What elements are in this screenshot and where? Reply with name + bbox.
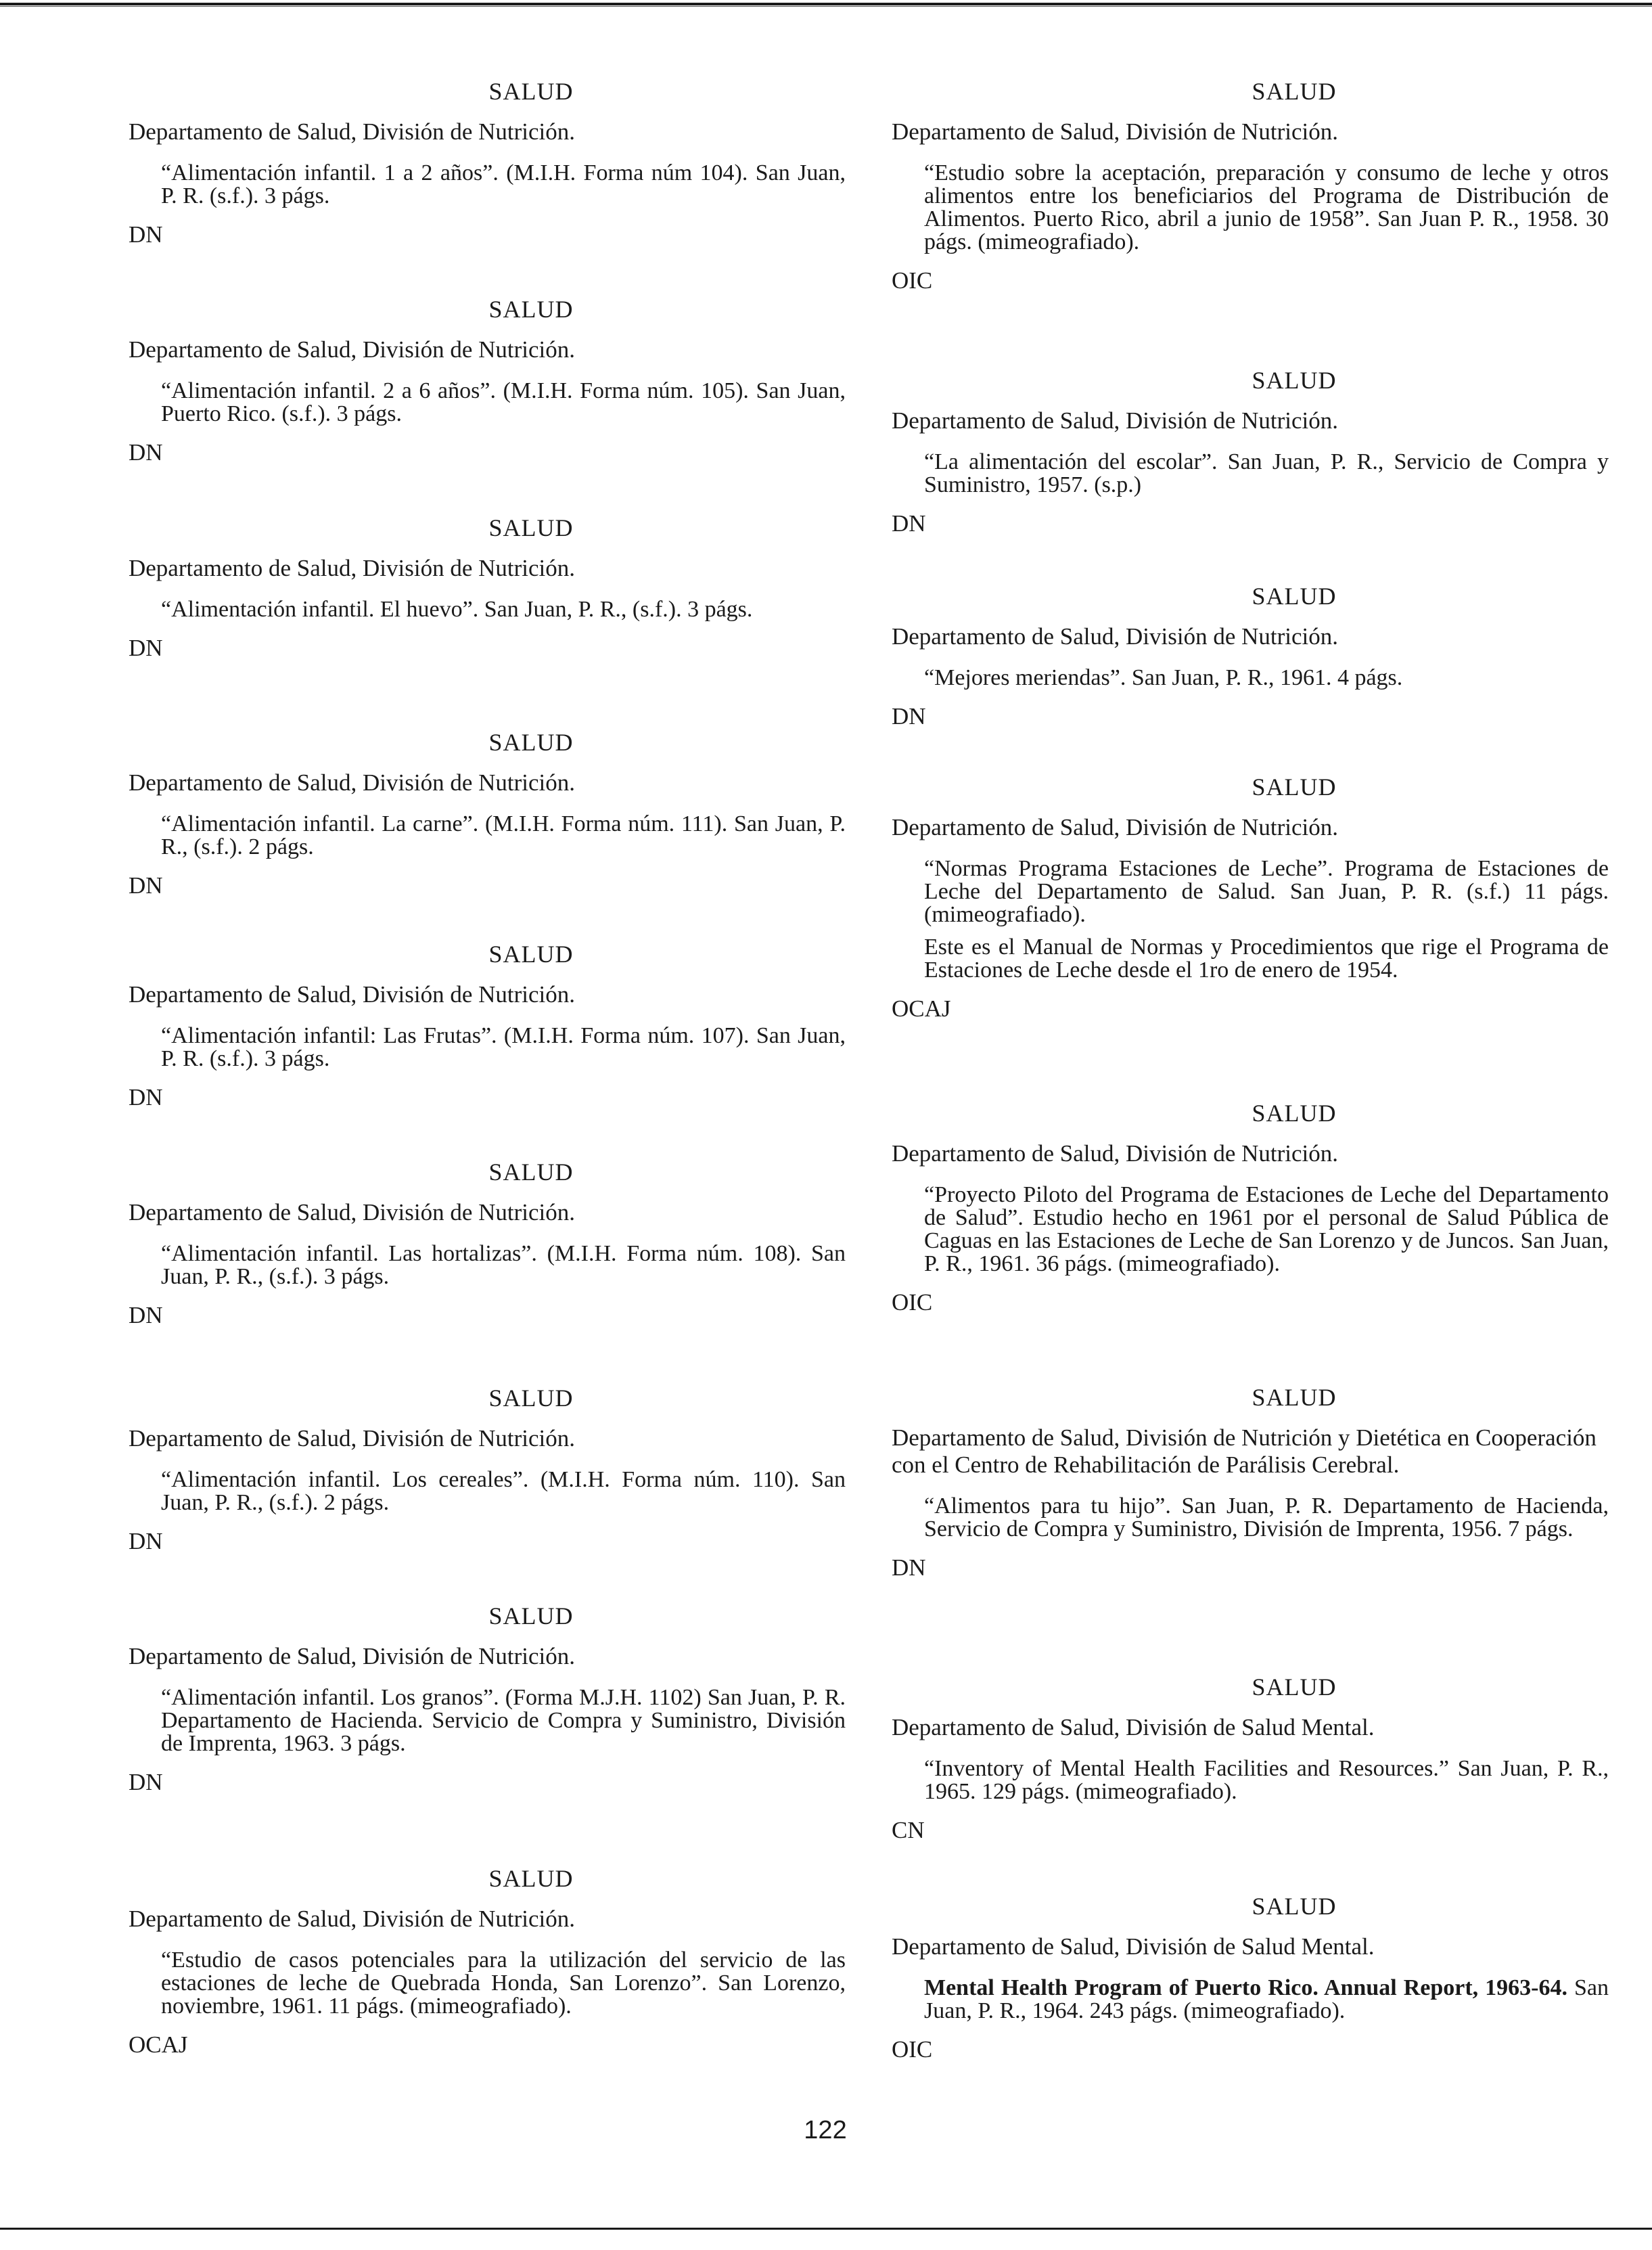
bibliography-entry xyxy=(129,941,846,1111)
entry-author: Departamento de Salud, División de Nutrición. xyxy=(892,1140,1338,1167)
entry-location-code: DN xyxy=(129,221,163,248)
entry-title: “Alimentación infantil. Los cereales”. (M.I.H. Forma núm. 110). San Juan, P. R., (s.f.). 2 págs. xyxy=(161,1467,846,1515)
entry-location-code: DN xyxy=(129,872,163,899)
bibliography-entry xyxy=(892,583,1609,730)
entry-heading: SALUD xyxy=(1252,367,1337,394)
entry-title: “Alimentación infantil. 1 a 2 años”. (M.I.H. Forma núm 104). San Juan, P. R. (s.f.). 3 págs. xyxy=(161,160,846,208)
entry-title-bold: Mental Health Program of Puerto Rico. Annual Report, 1963-64. xyxy=(924,1975,1567,2000)
entry-title: “Estudio de casos potenciales para la utilización del servicio de las estaciones de leche de Quebrada Honda, San Lorenzo”. San Lorenzo, noviembre, 1961. 11 págs. (mimeografiado). xyxy=(161,1948,846,2019)
entry-author: Departamento de Salud, División de Nutrición. xyxy=(129,769,575,796)
entry-location-code: OIC xyxy=(892,267,933,294)
entry-heading: SALUD xyxy=(1252,78,1337,105)
entry-title: “Estudio sobre la aceptación, preparación y consumo de leche y otros alimentos entre los beneficiarios del Programa de Distribución de Alimentos. Puerto Rico, abril a junio de 1958”. San Juan P. R., 1958. 30 págs. (mimeografiado). xyxy=(924,160,1609,254)
entry-author: Departamento de Salud, División de Salud Mental. xyxy=(892,1714,1375,1740)
bibliography-entry xyxy=(129,1385,846,1555)
entry-author: Departamento de Salud, División de Nutrición. xyxy=(129,1643,575,1669)
entry-title: “Proyecto Piloto del Programa de Estaciones de Leche del Departamento de Salud”. Estudio hecho en 1961 por el personal de Salud Pública de Caguas en las Estaciones de Leche de San Lorenzo y de Juncos. San Juan, P. R., 1961. 36 págs. (mimeografiado). xyxy=(924,1182,1609,1276)
entry-author: Departamento de Salud, División de Nutrición. xyxy=(129,981,575,1008)
entry-author: Departamento de Salud, División de Nutrición. xyxy=(129,1199,575,1225)
entry-location-code: DN xyxy=(129,1528,163,1554)
entry-note: Este es el Manual de Normas y Procedimientos que rige el Programa de Estaciones de Leche desde el 1ro de enero de 1954. xyxy=(924,935,1609,983)
entry-title: “Alimentos para tu hijo”. San Juan, P. R. Departamento de Hacienda, Servicio de Compra y Suministro, División de Imprenta, 1956. 7 págs. xyxy=(924,1493,1609,1542)
entry-title: “La alimentación del escolar”. San Juan, P. R., Servicio de Compra y Suministro, 1957. (s.p.) xyxy=(924,449,1609,497)
top-border xyxy=(0,3,1652,5)
bibliography-entry xyxy=(129,514,846,662)
bibliography-entry xyxy=(892,773,1609,1022)
entry-heading: SALUD xyxy=(1252,773,1337,801)
bibliography-entry xyxy=(129,1865,846,2058)
entry-heading: SALUD xyxy=(1252,583,1337,610)
entry-heading: SALUD xyxy=(1252,1673,1337,1701)
entry-heading: SALUD xyxy=(1252,1893,1337,1920)
entry-location-code: OIC xyxy=(892,1289,933,1315)
entry-location-code: DN xyxy=(892,703,926,729)
bibliography-entry xyxy=(129,296,846,466)
entry-heading: SALUD xyxy=(488,514,574,541)
entry-heading: SALUD xyxy=(488,1865,574,1892)
bibliography-entry xyxy=(129,78,846,248)
entry-heading: SALUD xyxy=(488,296,574,323)
bottom-border xyxy=(0,2228,1652,2230)
entry-title: “Alimentación infantil. El huevo”. San Juan, P. R., (s.f.). 3 págs. xyxy=(161,597,753,622)
bibliography-entry xyxy=(892,1673,1609,1844)
entry-location-code: DN xyxy=(129,635,163,661)
entry-location-code: OCAJ xyxy=(892,995,951,1022)
entry-title xyxy=(892,1977,1609,2023)
entry-author: Departamento de Salud, División de Nutrición. xyxy=(892,814,1338,840)
entry-author: Departamento de Salud, División de Nutrición. xyxy=(129,1906,575,1932)
bibliography-entry xyxy=(892,1100,1609,1316)
entry-title: “Alimentación infantil: Las Frutas”. (M.I.H. Forma núm. 107). San Juan, P. R. (s.f.). 3 págs. xyxy=(161,1023,846,1071)
bibliography-entry xyxy=(129,1158,846,1329)
entry-heading: SALUD xyxy=(488,78,574,105)
bibliography-entry xyxy=(892,78,1609,294)
entry-author: Departamento de Salud, División de Nutrición. xyxy=(129,336,575,363)
entry-heading: SALUD xyxy=(488,941,574,968)
entry-author: Departamento de Salud, División de Nutrición. xyxy=(129,1425,575,1452)
entry-author: Departamento de Salud, División de Nutrición. xyxy=(129,118,575,145)
entry-author: Departamento de Salud, División de Nutrición y Dietética en Cooperación con el Centro de Rehabilitación de Parálisis Cerebral. xyxy=(892,1424,1597,1478)
bibliography-entry xyxy=(129,1602,846,1796)
entry-title: “Normas Programa Estaciones de Leche”. Programa de Estaciones de Leche del Departamento de Salud. San Juan, P. R. (s.f.) 11 págs. (mimeografiado). xyxy=(924,856,1609,927)
entry-title: “Alimentación infantil. La carne”. (M.I.H. Forma núm. 111). San Juan, P. R., (s.f.). 2 págs. xyxy=(161,811,846,859)
entry-location-code: DN xyxy=(129,1769,163,1795)
entry-location-code: OCAJ xyxy=(129,2031,188,2058)
entry-heading: SALUD xyxy=(1252,1100,1337,1127)
entry-location-code: DN xyxy=(129,1084,163,1110)
entry-heading: SALUD xyxy=(488,1385,574,1412)
entry-location-code: DN xyxy=(129,1302,163,1328)
entry-title: “Alimentación infantil. 2 a 6 años”. (M.I.H. Forma núm. 105). San Juan, Puerto Rico. (s.f.). 3 págs. xyxy=(161,378,846,426)
bibliography-entry xyxy=(892,1384,1609,1581)
bibliography-entry xyxy=(892,367,1609,537)
entry-author: Departamento de Salud, División de Nutrición. xyxy=(892,623,1338,650)
entry-title: “Mejores meriendas”. San Juan, P. R., 1961. 4 págs. xyxy=(924,665,1403,690)
bibliography-entry xyxy=(129,729,846,899)
entry-title: “Alimentación infantil. Los granos”. (Forma M.J.H. 1102) San Juan, P. R. Departamento de Hacienda. Servicio de Compra y Suministro, División de Imprenta, 1963. 3 págs. xyxy=(161,1685,846,1756)
entry-heading: SALUD xyxy=(1252,1384,1337,1411)
entry-location-code: DN xyxy=(892,510,926,537)
entry-location-code: DN xyxy=(129,439,163,466)
entry-title: “Alimentación infantil. Las hortalizas”. (M.I.H. Forma núm. 108). San Juan, P. R., (s.f.). 3 págs. xyxy=(161,1241,846,1289)
page-number: 122 xyxy=(804,2116,847,2144)
entry-author: Departamento de Salud, División de Nutrición. xyxy=(129,555,575,581)
entry-heading: SALUD xyxy=(488,1158,574,1186)
entry-location-code: CN xyxy=(892,1817,925,1843)
bibliography-entry xyxy=(892,1893,1609,2063)
entry-title-rest: San Juan, P. R., 1964. 243 págs. (mimeografiado). xyxy=(924,1975,1609,2023)
entry-heading: SALUD xyxy=(488,1602,574,1629)
entry-title: “Inventory of Mental Health Facilities and Resources.” San Juan, P. R., 1965. 129 págs. (mimeografiado). xyxy=(924,1756,1609,1804)
entry-author: Departamento de Salud, División de Salud Mental. xyxy=(892,1933,1375,1960)
entry-location-code: DN xyxy=(892,1554,926,1581)
entry-heading: SALUD xyxy=(488,729,574,756)
entry-location-code: OIC xyxy=(892,2036,933,2063)
entry-author: Departamento de Salud, División de Nutrición. xyxy=(892,118,1338,145)
top-border-thin xyxy=(0,6,1652,7)
entry-author: Departamento de Salud, División de Nutrición. xyxy=(892,407,1338,434)
